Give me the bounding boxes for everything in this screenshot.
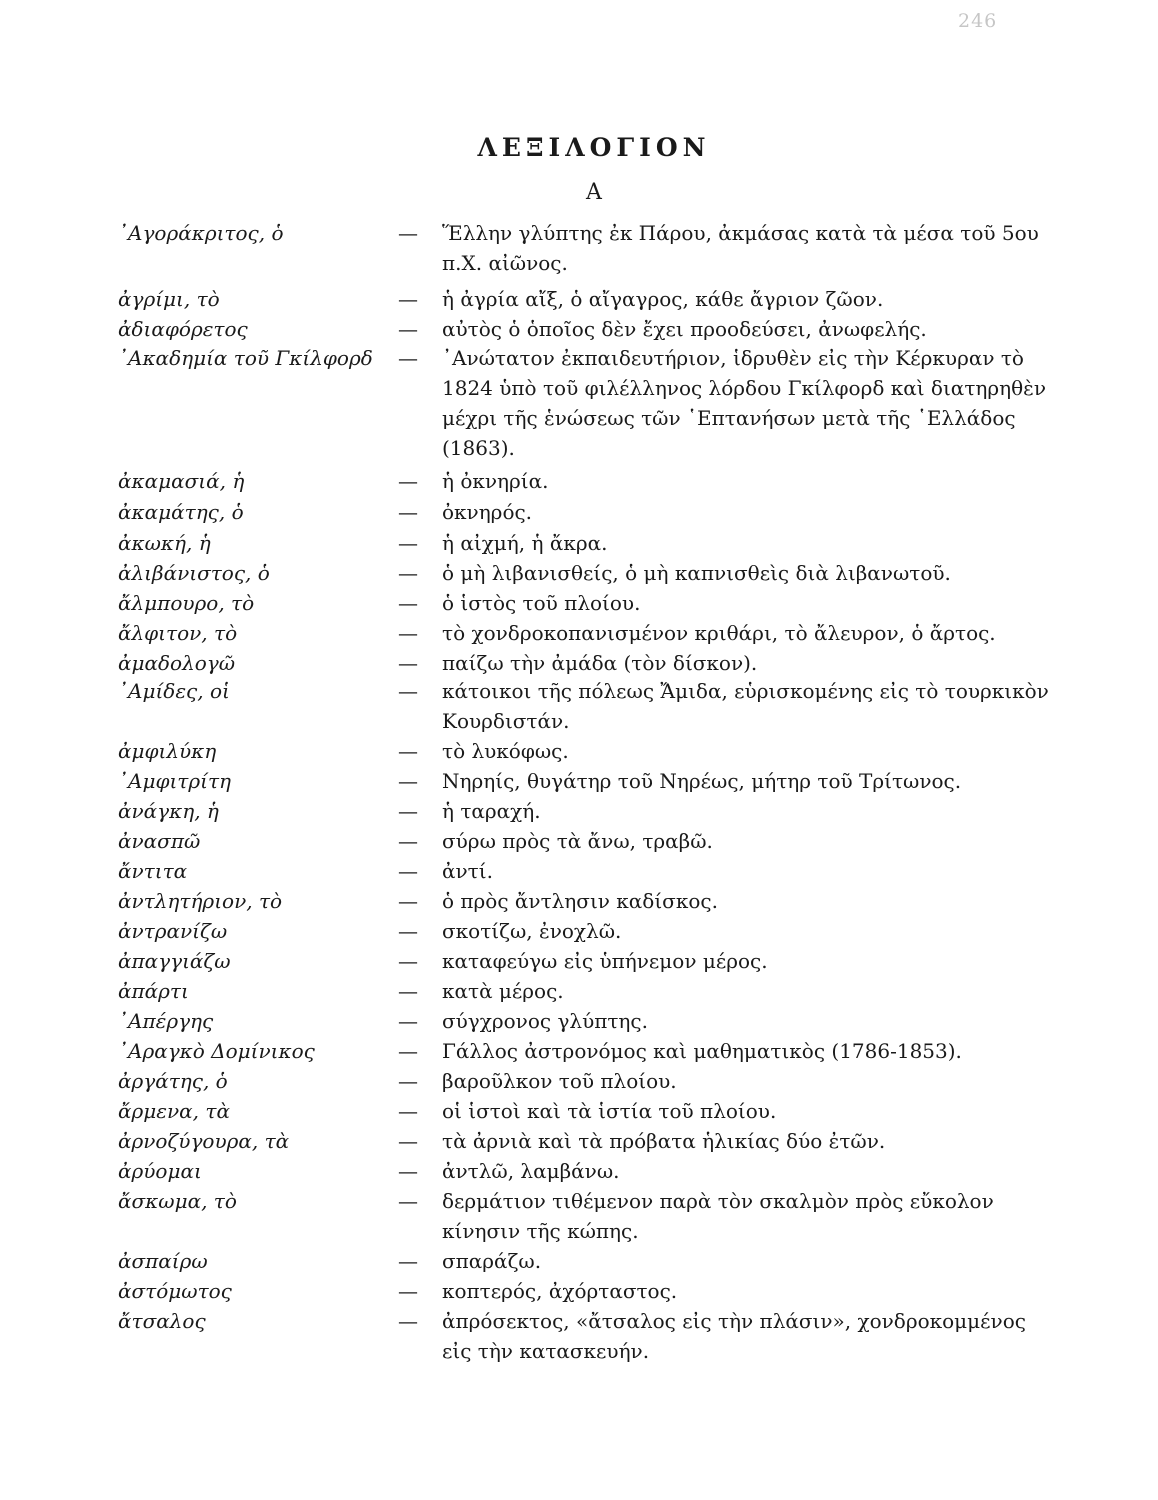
entry-definition: — καταφεύγω εἰς ὑπήνεμον μέρος. [398, 946, 1057, 976]
entry-term: ἀλιβάνιστος, ὁ [118, 561, 270, 585]
entry-definition: — ἡ ἀγρία αἴξ, ὁ αἴγαγρος, κάθε ἄγριον ζῶον. [398, 284, 1057, 314]
entry-definition: — βαροῦλκον τοῦ πλοίου. [398, 1066, 1057, 1096]
entry-definition: — ὀκνηρός. [398, 497, 1057, 527]
entry-term: ἀργάτης, ὁ [118, 1069, 228, 1093]
page-title: ΛΕΞΙΛΟΓΙΟΝ [477, 133, 711, 162]
entry-term: ἀντλητήριον, τὸ [118, 889, 283, 913]
entry-definition: — οἱ ἱστοὶ καὶ τὰ ἱστία τοῦ πλοίου. [398, 1096, 1057, 1126]
entry-definition: — Νηρηίς, θυγάτηρ τοῦ Νηρέως, μήτηρ τοῦ Τρίτωνος. [398, 766, 1057, 796]
entry-term: ἀμφιλύκη [118, 739, 217, 763]
entry-term: ἀνασπῶ [118, 829, 201, 853]
entry-term: ᾿Αμίδες, οἱ [118, 679, 230, 703]
entry-definition: — κάτοικοι τῆς πόλεως Ἄμιδα, εὑρισκομένης εἰς τὸ τουρκικὸν Κουρδιστάν. [398, 676, 1057, 736]
entry-definition: — ὁ πρὸς ἄντλησιν καδίσκος. [398, 886, 1057, 916]
entry-term: ᾿Αραγκὸ Δομίνικος [118, 1039, 315, 1063]
entry-definition: — ᾿Ανώτατον ἐκπαιδευτήριον, ἱδρυθὲν εἰς τὴν Κέρκυραν τὸ 1824 ὑπὸ τοῦ φιλέλληνος λόρδου Γκίλφορδ καὶ διατηρηθὲν μέχρι τῆς ἑνώσεως τῶν ῾Επτανήσων μετὰ τῆς ῾Ελλάδος (1863). [398, 343, 1057, 463]
page-number: 246 [958, 10, 998, 32]
entry-definition: — σπαράζω. [398, 1246, 1057, 1276]
entry-definition: — κατὰ μέρος. [398, 976, 1057, 1006]
entry-term: ἀπάρτι [118, 979, 189, 1003]
entry-definition: — σύρω πρὸς τὰ ἄνω, τραβῶ. [398, 826, 1057, 856]
entry-definition: — παίζω τὴν ἀμάδα (τὸν δίσκον). [398, 648, 1057, 678]
entry-term: ᾿Ακαδημία τοῦ Γκίλφορδ [118, 346, 373, 370]
entry-definition: — δερμάτιον τιθέμενον παρὰ τὸν σκαλμὸν πρὸς εὔκολον κίνησιν τῆς κώπης. [398, 1186, 1057, 1246]
entry-definition: — κοπτερός, ἀχόρταστος. [398, 1276, 1057, 1306]
entry-definition: — ἀντί. [398, 856, 1057, 886]
entry-definition: — ὁ μὴ λιβανισθείς, ὁ μὴ καπνισθεὶς διὰ λιβανωτοῦ. [398, 558, 1057, 588]
entry-term: ἄλφιτον, τὸ [118, 621, 238, 645]
entry-definition: — αὐτὸς ὁ ὁποῖος δὲν ἔχει προοδεύσει, ἀνωφελής. [398, 314, 1057, 344]
entry-term: ἄτσαλος [118, 1309, 206, 1333]
entry-definition: — Ἕλλην γλύπτης ἐκ Πάρου, ἀκμάσας κατὰ τὰ μέσα τοῦ 5ου π.Χ. αἰῶνος. [398, 218, 1057, 278]
entry-definition: — τὰ ἀρνιὰ καὶ τὰ πρόβατα ἡλικίας δύο ἐτῶν. [398, 1126, 1057, 1156]
entry-term: ᾿Αγοράκριτος, ὁ [118, 221, 284, 245]
section-letter: Α [586, 180, 602, 205]
entry-term: ἄσκωμα, τὸ [118, 1189, 237, 1213]
entry-definition: — σκοτίζω, ἐνοχλῶ. [398, 916, 1057, 946]
entry-term: ἄλμπουρο, τὸ [118, 591, 255, 615]
entry-term: ἀπαγγιάζω [118, 949, 231, 973]
entry-term: ἀκαμασιά, ἡ [118, 469, 245, 493]
entry-term: ἄρμενα, τὰ [118, 1099, 230, 1123]
entry-term: ᾿Απέργης [118, 1009, 214, 1033]
entry-term: ἀμαδολογῶ [118, 651, 236, 675]
entry-term: ἀρύομαι [118, 1159, 202, 1183]
entry-term: ἀκωκή, ἡ [118, 531, 211, 555]
entry-definition: — τὸ λυκόφως. [398, 736, 1057, 766]
entry-definition: — ἡ ὀκνηρία. [398, 466, 1057, 496]
entry-definition: — ἡ αἰχμή, ἡ ἄκρα. [398, 528, 1057, 558]
entry-definition: — ἡ ταραχή. [398, 796, 1057, 826]
entry-definition: — ἀντλῶ, λαμβάνω. [398, 1156, 1057, 1186]
entry-term: ἀδιαφόρετος [118, 317, 248, 341]
entry-definition: — Γάλλος ἀστρονόμος καὶ μαθηματικὸς (1786-1853). [398, 1036, 1057, 1066]
entry-term: ἀρνοζύγουρα, τὰ [118, 1129, 290, 1153]
entry-definition: — σύγχρονος γλύπτης. [398, 1006, 1057, 1036]
entry-definition: — τὸ χονδροκοπανισμένον κριθάρι, τὸ ἄλευρον, ὁ ἄρτος. [398, 618, 1057, 648]
entry-term: ἀστόμωτος [118, 1279, 232, 1303]
entry-term: ἀντρανίζω [118, 919, 228, 943]
entry-term: ἀγρίμι, τὸ [118, 287, 220, 311]
entry-term: ἀκαμάτης, ὁ [118, 500, 244, 524]
entry-term: ἀνάγκη, ἡ [118, 799, 219, 823]
entry-term: ᾿Αμφιτρίτη [118, 769, 231, 793]
entry-term: ἀσπαίρω [118, 1249, 208, 1273]
entry-term: ἄντιτα [118, 859, 188, 883]
entry-definition: — ἀπρόσεκτος, «ἄτσαλος εἰς τὴν πλάσιν», χονδροκομμένος εἰς τὴν κατασκευήν. [398, 1306, 1057, 1366]
entry-definition: — ὁ ἱστὸς τοῦ πλοίου. [398, 588, 1057, 618]
